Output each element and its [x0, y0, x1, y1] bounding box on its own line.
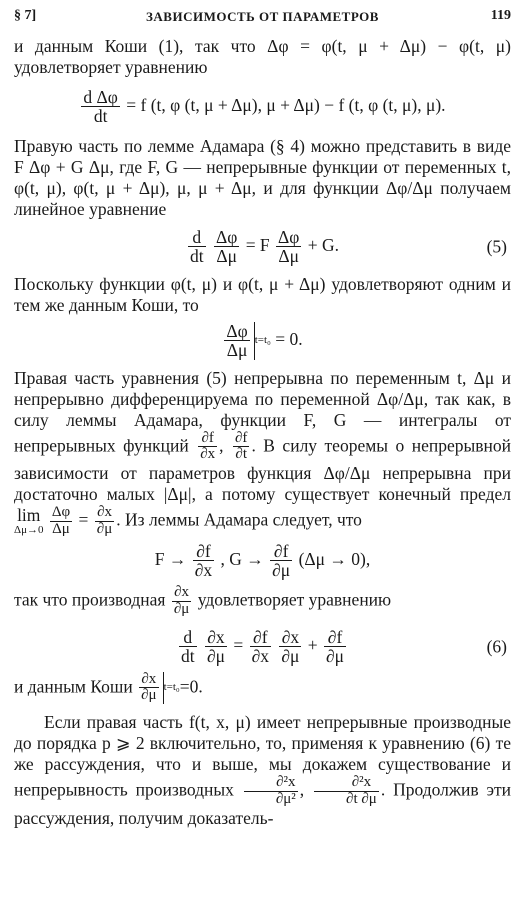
- fraction-dphi-dmu: [50, 505, 72, 538]
- paragraph-1: и данным Коши (1), так что Δφ = φ(t, μ + Δμ) − φ(t, μ) удовлетворяет уравнению: [14, 36, 511, 77]
- fraction-d2x-dt-dmu: [314, 775, 379, 808]
- frac-den: Δμ: [226, 340, 248, 360]
- limit-subscript: Δμ→0: [14, 523, 44, 536]
- frac-num: d: [188, 228, 206, 247]
- text-run: и данным Коши: [14, 675, 133, 696]
- frac-num: ∂x: [205, 628, 227, 647]
- frac-den: ∂μ: [326, 646, 345, 667]
- running-header: [14, 8, 511, 28]
- fraction-df-dx: [198, 431, 217, 464]
- running-title: ЗАВИСИМОСТЬ ОТ ПАРАМЕТРОВ: [146, 9, 379, 24]
- equation-part: + G.: [307, 234, 340, 255]
- frac-den: ∂t ∂μ: [346, 790, 377, 807]
- frac-den: dt: [180, 646, 195, 667]
- fraction-d-dt: [188, 228, 206, 266]
- frac-den: ∂μ: [141, 687, 157, 704]
- frac-num: ∂f: [193, 542, 214, 561]
- fraction-dx-dmu-2: [279, 628, 301, 666]
- frac-num: ∂x: [139, 672, 158, 689]
- frac-num: Δφ: [215, 226, 238, 247]
- equation-part: = F: [245, 234, 270, 255]
- frac-num: ∂x: [172, 585, 191, 602]
- limit-word: lim: [17, 505, 41, 525]
- equation-rhs: = f (t, φ (t, μ + Δμ), μ + Δμ) − f (t, φ (t, μ), μ).: [126, 94, 446, 115]
- plus-sign: +: [307, 634, 318, 655]
- frac-den: ∂t: [235, 446, 248, 463]
- page-number: 119: [490, 8, 511, 23]
- fraction-df-dmu: [270, 542, 292, 580]
- evaluated-fraction: [137, 672, 180, 705]
- fraction-dx-dmu: [95, 505, 114, 538]
- evaluation-bar: [163, 672, 164, 704]
- fraction-df-dx: [193, 542, 214, 580]
- page-body: [14, 36, 511, 829]
- equation-delta-phi: [14, 88, 511, 126]
- fraction-df-dx: [250, 628, 271, 666]
- frac-den: ∂μ: [281, 646, 300, 667]
- equals-sign: =: [233, 634, 244, 655]
- equation-part: F →: [154, 548, 187, 569]
- fraction-dphi-dmu: [224, 322, 249, 360]
- fraction-d2x-dmu2: [244, 775, 298, 808]
- frac-den: ∂x: [251, 646, 269, 667]
- text-run: . Продолжив эти рассуждения, получим доказатель-: [14, 779, 512, 828]
- frac-den: ∂x: [200, 446, 216, 463]
- frac-num: ∂f: [250, 628, 271, 647]
- equation-number: (5): [486, 236, 507, 257]
- frac-num: ∂²x: [314, 775, 379, 792]
- frac-num: ∂f: [324, 628, 346, 647]
- equation-5: [14, 228, 511, 266]
- frac-den: ∂x: [194, 559, 213, 580]
- frac-den: dt: [189, 246, 204, 267]
- limit-operator: [14, 507, 43, 536]
- fraction-d-dphi-dt: [81, 88, 119, 126]
- evaluation-bar: [254, 322, 255, 360]
- paragraph-5: [14, 585, 511, 618]
- text-run: . Из леммы Адамара следует, что: [116, 509, 362, 530]
- frac-num: ∂²x: [244, 775, 298, 792]
- frac-den: dt: [93, 106, 108, 127]
- frac-num: d Δφ: [83, 87, 118, 107]
- text-run: удовлетворяет уравнению: [197, 589, 392, 610]
- comma: ,: [299, 779, 305, 800]
- equation-number: (6): [486, 636, 507, 657]
- text-run: =0.: [179, 675, 203, 696]
- text-run: Правая часть уравнения (5) непрерывна по переменным t, Δμ и непрерывно дифференцируема по переменной Δφ/Δμ, так как, в силу леммы Адамара, функции F, G — интегралы от непрерывных функций: [14, 367, 511, 455]
- equation-initial-zero: [14, 322, 511, 360]
- evaluation-subscript: t=t₀: [163, 681, 180, 694]
- frac-den: Δμ: [216, 246, 237, 267]
- frac-num: Δφ: [226, 320, 248, 341]
- paragraph-6: [14, 672, 511, 705]
- frac-num: ∂x: [279, 628, 301, 647]
- frac-den: ∂μ: [173, 601, 190, 617]
- paragraph-3: Поскольку функции φ(t, μ) и φ(t, μ + Δμ) удовлетворяют одним и тем же данным Коши, то: [14, 273, 511, 315]
- frac-num: ∂f: [198, 431, 217, 448]
- frac-num: ∂x: [95, 505, 114, 522]
- fraction-dx-dmu: [172, 585, 191, 618]
- fraction-d-dt: [179, 628, 197, 666]
- fraction-dx-dmu: [139, 672, 158, 705]
- equation-rhs: = 0.: [275, 328, 303, 349]
- fraction-df-dt: [233, 431, 249, 464]
- equation-part: , G →: [220, 548, 264, 569]
- equals-sign: =: [78, 509, 89, 530]
- frac-den: Δμ: [52, 520, 70, 537]
- frac-den: ∂μ: [206, 646, 225, 667]
- frac-num: Δφ: [51, 504, 71, 520]
- text-run: так что производная: [14, 589, 166, 610]
- frac-num: Δφ: [278, 226, 300, 247]
- frac-den: ∂μ: [272, 559, 291, 580]
- frac-den: ∂μ: [96, 520, 113, 537]
- fraction-df-dmu: [324, 628, 346, 666]
- frac-num: ∂f: [270, 542, 292, 561]
- equation-limits: [14, 542, 511, 580]
- evaluation-subscript: t=t₀: [254, 334, 271, 346]
- frac-den: Δμ: [278, 246, 300, 267]
- equation-part: (Δμ → 0),: [298, 548, 371, 569]
- section-marker: § 7]: [14, 8, 37, 23]
- equation-6: [14, 628, 511, 666]
- paragraph-4: Правая часть уравнения (5) непрерывна по переменным t, Δμ и непрерывно дифференцируема по переменной Δφ/Δμ, так как, в силу леммы Адамара, функции F, G — интегралы от непрерывных функций $\frac{\partial f}{\partial x}$ , $\frac{\partial f}{\partial t}$ . В силу теоремы о непрерывной зависимости от параметров функция Δφ/Δμ непрерывна при достаточно малых |Δμ|, а потому существует конечный предел lim Δμ→0 $\frac{\Delta\varphi}{\Delta\mu}$ = $\frac{\partial x}{\partial\mu}$ . Из леммы Адамара следует, что: [14, 367, 512, 537]
- fraction-dphi-dmu-2: [276, 228, 301, 266]
- evaluated-fraction: [222, 322, 271, 360]
- frac-num: d: [179, 628, 197, 647]
- text-run: . В силу теоремы о непрерывной зависимости от параметров функция Δφ/Δμ непрерывна при достаточно малых |Δμ|, а потому существует конечный предел: [14, 434, 512, 504]
- fraction-dphi-dmu: [214, 228, 239, 266]
- text-run: Если правая часть f(t, x, μ) имеет непрерывные производные до порядка p ⩾ 2 включительно, то, применяя к уравнению (6) те же рассуждения, что и выше, мы докажем существование и непрерывность производных: [14, 712, 511, 800]
- fraction-dx-dmu: [205, 628, 227, 666]
- paragraph-7: [14, 712, 511, 829]
- frac-num: ∂f: [235, 429, 248, 446]
- frac-den: ∂μ²: [275, 790, 296, 807]
- paragraph-2: Правую часть по лемме Адамара (§ 4) можно представить в виде F Δφ + G Δμ, где F, G — непрерывные функции от переменных t, φ(t, μ), φ(t, μ + Δμ), μ, μ + Δμ, и для функции Δφ/Δμ получаем линейное уравнение: [14, 135, 511, 219]
